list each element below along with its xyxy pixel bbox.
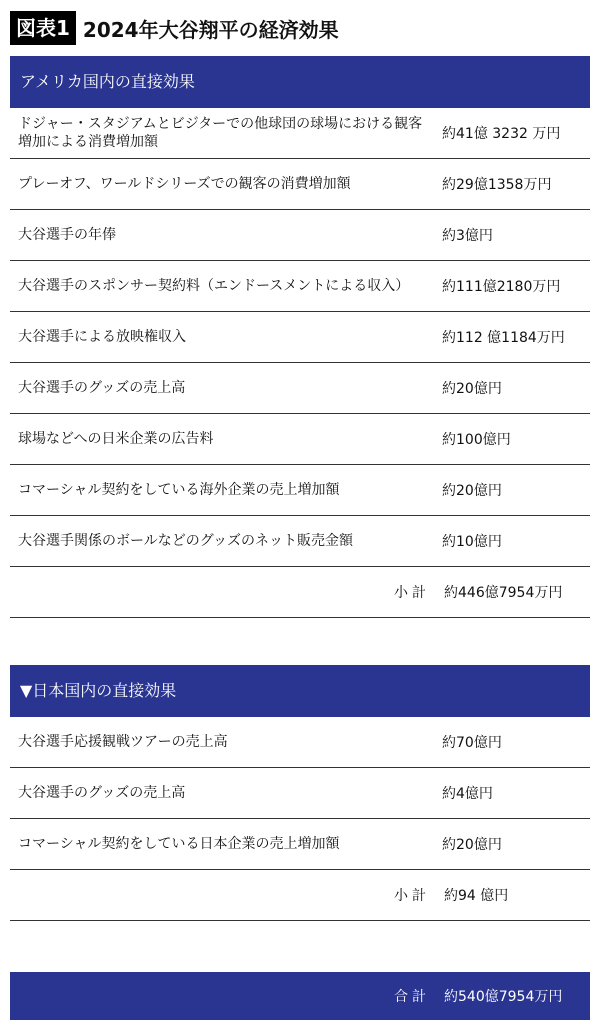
figure-title-text: 2024年大谷翔平の経済効果 — [82, 17, 339, 42]
us-section — [10, 56, 590, 618]
row-value: 約10億円 — [442, 534, 502, 550]
table-row — [10, 312, 590, 363]
row-value: 約111億2180万円 — [442, 279, 561, 295]
subtotal-label: 小計 — [394, 585, 430, 601]
figure-badge: 図表1 — [10, 11, 76, 45]
total-value: 約540億7954万円 — [444, 989, 563, 1005]
row-value: 約3億円 — [442, 228, 493, 244]
row-value: 約4億円 — [442, 786, 493, 802]
row-value: 約70億円 — [442, 735, 502, 751]
row-label: コマーシャル契約をしている海外企業の売上増加額 — [18, 482, 340, 498]
row-value: 約41億 3232 万円 — [442, 126, 561, 142]
row-label: 球場などへの日米企業の広告料 — [18, 431, 214, 447]
figure-title — [10, 11, 339, 45]
table-row — [10, 717, 590, 768]
table-row — [10, 465, 590, 516]
subtotal-label: 小計 — [394, 888, 430, 904]
row-label: 大谷選手による放映権収入 — [18, 329, 186, 345]
row-label: 大谷選手のグッズの売上高 — [18, 380, 186, 396]
jp-subtotal-row — [10, 870, 590, 921]
row-label: 大谷選手関係のボールなどのグッズのネット販売金額 — [18, 533, 354, 549]
table-row — [10, 414, 590, 465]
table-row — [10, 210, 590, 261]
row-label: コマーシャル契約をしている日本企業の売上増加額 — [18, 836, 340, 852]
us-subtotal-row — [10, 567, 590, 618]
jp-section-header: ▼日本国内の直接効果 — [10, 665, 590, 717]
table-row — [10, 363, 590, 414]
row-label: 大谷選手の年俸 — [18, 227, 116, 243]
table-row — [10, 819, 590, 870]
row-value: 約20億円 — [442, 837, 502, 853]
row-value: 約100億円 — [442, 432, 511, 448]
total-label: 合計 — [394, 989, 430, 1005]
table-row — [10, 159, 590, 210]
subtotal-value: 約446億7954万円 — [444, 585, 563, 601]
subtotal-value: 約94 億円 — [444, 888, 509, 904]
row-label: 大谷選手のスポンサー契約料（エンドースメントによる収入） — [18, 278, 410, 294]
table-row — [10, 516, 590, 567]
row-value: 約20億円 — [442, 483, 502, 499]
row-value: 約20億円 — [442, 381, 502, 397]
us-section-header: アメリカ国内の直接効果 — [10, 56, 590, 108]
table-row — [10, 768, 590, 819]
row-value: 約29億1358万円 — [442, 177, 552, 193]
table-row — [10, 108, 590, 159]
row-value: 約112 億1184万円 — [442, 330, 565, 346]
grand-total-bar — [10, 972, 590, 1020]
row-label: 大谷選手のグッズの売上高 — [18, 785, 186, 801]
table-row — [10, 261, 590, 312]
row-label: ドジャー・スタジアムとビジターでの他球団の球場における観客増加による消費増加額 — [18, 116, 423, 150]
row-label: プレーオフ、ワールドシリーズでの観客の消費増加額 — [18, 176, 351, 192]
row-label: 大谷選手応援観戦ツアーの売上高 — [18, 734, 228, 750]
jp-section — [10, 665, 590, 921]
